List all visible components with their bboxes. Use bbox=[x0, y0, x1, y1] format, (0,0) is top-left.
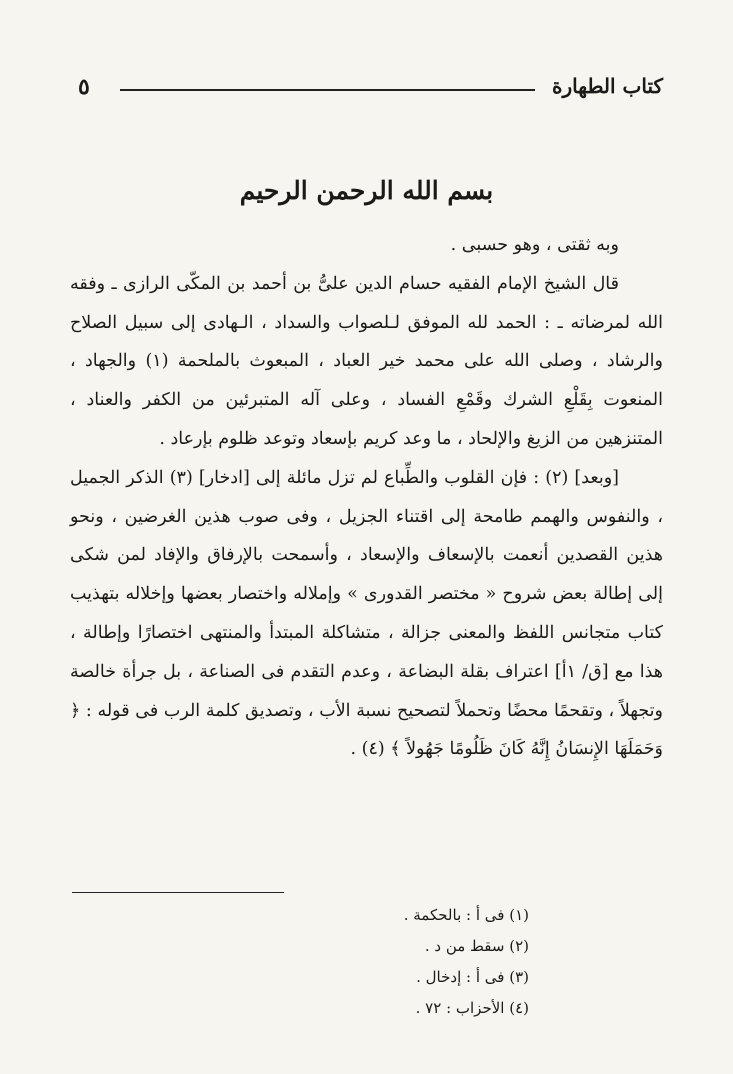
paragraph: قال الشيخ الإمام الفقيه حسام الدين علىُّ بن أحمد بن المكّى الرازى ـ وفقه الله لمرضاته ـ : الحمد لله الموفق لـلصواب والسداد ، الـهادى إلى سبيل الصلاح والرشاد ، وصلى الله على محمد خير العباد ، المبعوث بالملحمة (١) والجهاد ، المنعوت بِقَلْعِ الشرك وقَمْعِ الفساد ، وعلى آله المتبرئين من الكفر والعناد ، المتنزهين من الزيغ والإلحاد ، ما وعد كريم بإسعاد وتوعد ظلوم بإرعاد . bbox=[70, 273, 663, 449]
footnote: (٣) فى أ : إدخال . bbox=[416, 968, 529, 986]
footnote: (١) فى أ : بالحكمة . bbox=[403, 906, 529, 924]
opening-line: وبه ثقتى ، وهو حسبى . bbox=[450, 235, 619, 255]
page-number: ٥ bbox=[78, 74, 90, 100]
header-rule bbox=[120, 89, 535, 91]
paragraph: [وبعد] (٢) : فإن القلوب والطِّباع لم تزل مائلة إلى [ادخار] (٣) الذكر الجميل ، والنفوس والهمم طامحة إلى اقتناء الجزيل ، وفى صوب هذين الغرضين ، ونحو هذين القصدين أنعمت بالإسعاف والإسعاد ، وأسمحت بالإرفاق والإفاد لمن شكى إلى إطالة بعض شروح « مختصر القدورى » وإملاله واختصار بعضها وإخلاله بتهذيب كتاب متجانس اللفظ والمعنى جزالة ، متشاكلة المبتدأ والمنتهى اختصارًا وإطالة ، هذا مع [ق/ ١أ] اعتراف بقلة البضاعة ، وعدم التقدم فى الصناعة ، بل جرأة خالصة وتجهلاً ، وتقحمًا محضًا وتحملاً لتصحيح نسبة الأب ، وتصديق كلمة الرب فى قوله : ﴿ وَحَمَلَهَا الإِنسَانُ إِنَّهُ كَانَ ظَلُومًا جَهُولاً ﴾ (٤) . bbox=[70, 467, 663, 760]
basmala-heading: بسم الله الرحمن الرحيم bbox=[239, 176, 494, 205]
footnotes bbox=[404, 900, 529, 1024]
footnote: (٤) الأحزاب : ٧٢ . bbox=[415, 999, 529, 1017]
footnote-rule bbox=[72, 892, 284, 893]
footnote: (٢) سقط من د . bbox=[424, 937, 529, 955]
book-title: كتاب الطهارة bbox=[552, 74, 663, 98]
main-text bbox=[70, 226, 663, 769]
running-header bbox=[78, 74, 663, 102]
